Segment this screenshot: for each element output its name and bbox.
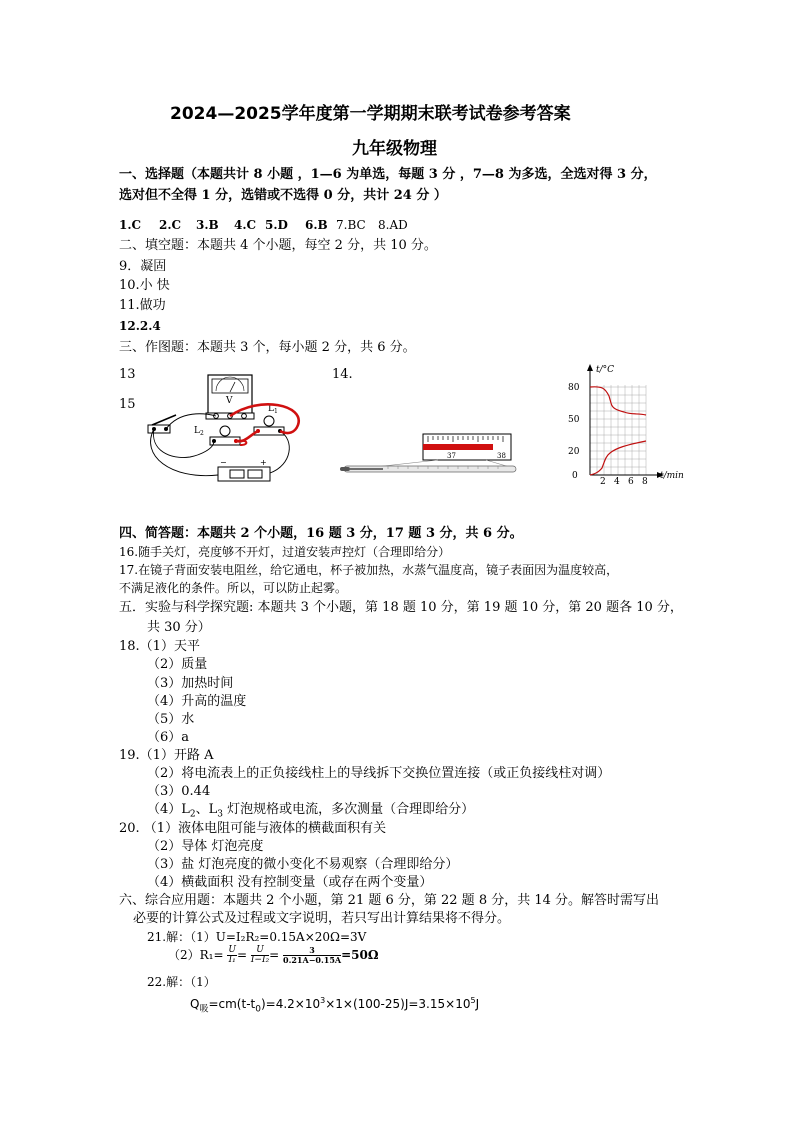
answer-5: 5.D	[265, 218, 288, 232]
circuit-diagram	[130, 365, 310, 485]
question-13-label: 13	[119, 367, 136, 382]
q21-part-1: 21.解：（1）U=I₂R₂=0.15A×20Ω=3V	[147, 930, 367, 944]
answer-4: 4.C	[234, 218, 257, 232]
svg-text:+: +	[260, 458, 267, 467]
question-15-label: 15	[119, 397, 136, 412]
section-6-heading-cont: 必要的计算公式及过程或文字说明，若只写出计算结果将不得分。	[133, 911, 511, 926]
bulb-l2-label: L	[194, 426, 200, 436]
graph-ytick-80: 80	[568, 383, 580, 393]
page-title: 2024—2025学年度第一学期期末联考试卷参考答案	[170, 104, 571, 124]
answer-3: 3.B	[196, 218, 219, 232]
section-5-heading: 五．实验与科学探究题: 本题共 3 个小题，第 18 题 10 分，第 19 题 10 分，第 20 题各 10 分，	[119, 600, 683, 615]
q19-item-4: $(4)L_2$、$L_3$ 灯泡规格或电流，多次测量（合理即给分）	[147, 802, 475, 820]
thermometer-figure	[338, 430, 523, 478]
section-1-heading: 一、选择题（本题共计 8 小题 ，1—6 为单选，每题 3 分 ，7—8 为多选，全选对得 3 分，	[119, 167, 657, 182]
graph-xtick-2: 2	[600, 477, 606, 485]
answer-16: 16.随手关灯，亮度够不开灯，过道安装声控灯（合理即给分）	[119, 545, 451, 559]
q19-item-1: 19.（1）开路 A	[119, 748, 214, 763]
voltmeter-label: V	[226, 396, 233, 406]
q18-item-5: （5）水	[147, 712, 195, 727]
question-14-label: 14.	[332, 367, 353, 382]
bulb-l2-sub: 2	[199, 430, 204, 437]
thermo-label-37: 37	[447, 452, 456, 460]
svg-text:L2	[194, 426, 204, 437]
answer-17-cont: 不满足液化的条件。所以，可以防止起雾。	[119, 581, 348, 595]
switch-icon	[148, 415, 176, 433]
graph-xtick-6: 6	[628, 477, 634, 485]
section-6-heading: 六、综合应用题：本题共 2 个小题，第 21 题 6 分，第 22 题 8 分，共 14 分。解答时需写出	[119, 893, 660, 908]
q18-item-3: （3）加热时间	[147, 676, 234, 691]
q18-item-6: （6）a	[147, 730, 190, 745]
bulb-l1-sub: 1	[273, 408, 278, 415]
bulb-l2-icon	[210, 426, 240, 445]
battery-icon	[218, 458, 270, 481]
graph-ylabel: t/°C	[596, 365, 615, 375]
q20-item-2: （2）导体 灯泡亮度	[147, 839, 264, 854]
page-subtitle: 九年级物理	[352, 139, 437, 159]
answer-6: 6.B	[305, 218, 328, 232]
graph-xtick-8: 8	[642, 477, 648, 485]
section-1-heading-cont: 选对但不全得 1 分，选错或不选得 0 分，共计 24 分 ）	[119, 188, 447, 203]
q18-item-2: （2）质量	[147, 657, 208, 672]
answer-12: 12.2.4	[119, 319, 161, 333]
svg-text:−: −	[220, 458, 227, 467]
section-4-heading: 四、简答题：本题共 2 个小题，16 题 3 分，17 题 3 分，共 6 分。	[119, 526, 523, 541]
section-5-heading-cont: 共 30 分）	[147, 620, 211, 635]
answer-9: 9．凝固	[119, 259, 167, 274]
section-3-heading: 三、作图题：本题共 3 个，每小题 2 分，共 6 分。	[119, 340, 416, 355]
graph-ytick-0: 0	[572, 471, 578, 481]
q22-heading: 22.解：（1）	[147, 975, 216, 989]
answer-7: 7.BC	[336, 218, 366, 232]
q18-item-4: （4）升高的温度	[147, 694, 247, 709]
answer-1: 1.C	[119, 218, 142, 232]
graph-xtick-4: 4	[614, 477, 620, 485]
answer-2: 2.C	[159, 218, 182, 232]
q22-formula: $Q_吸=cm(t-t_0)=4.2\times 10^3\times 1\times(100-25)J=3.15\times 10^5J$	[190, 996, 480, 1015]
answer-17: 17.在镜子背面安装电阻丝，给它通电，杯子被加热，水蒸气温度高，镜子表面因为温度较高，	[119, 563, 619, 577]
q20-item-3: （3）盐 灯泡亮度的微小变化不易观察（合理即给分）	[147, 857, 459, 872]
thermo-label-38: 38	[497, 452, 506, 460]
answer-11: 11.做功	[119, 298, 166, 313]
q19-item-3: （3）0.44	[147, 784, 211, 799]
q18-item-1: 18.（1）天平	[119, 639, 200, 654]
answer-8: 8.AD	[378, 218, 408, 232]
q20-item-4: （4）横截面积 没有控制变量（或存在两个变量）	[147, 875, 433, 890]
graph-xlabel: t/min	[660, 471, 684, 481]
graph-ytick-50: 50	[568, 415, 580, 425]
q20-item-1: 20. （1）液体电阻可能与液体的横截面积有关	[119, 821, 387, 836]
section-2-heading: 二、填空题：本题共 4 个小题，每空 2 分，共 10 分。	[119, 238, 437, 253]
temperature-time-graph	[560, 360, 700, 485]
thermometer-icon	[340, 460, 516, 472]
bulb-l1-label: L	[268, 404, 274, 414]
q21-part-2: （2）R₁= $\frac{U}{\text{I₁}}$ = $\frac{U}{\text{I−I₂}}$ = $\frac{3}{0.21A-0.15A}$ =50Ω	[168, 945, 379, 965]
answer-10: 10.小 快	[119, 278, 170, 293]
graph-ytick-20: 20	[568, 447, 580, 457]
q19-item-2: （2）将电流表上的正负接线柱上的导线拆下交换位置连接（或正负接线柱对调）	[147, 766, 611, 781]
